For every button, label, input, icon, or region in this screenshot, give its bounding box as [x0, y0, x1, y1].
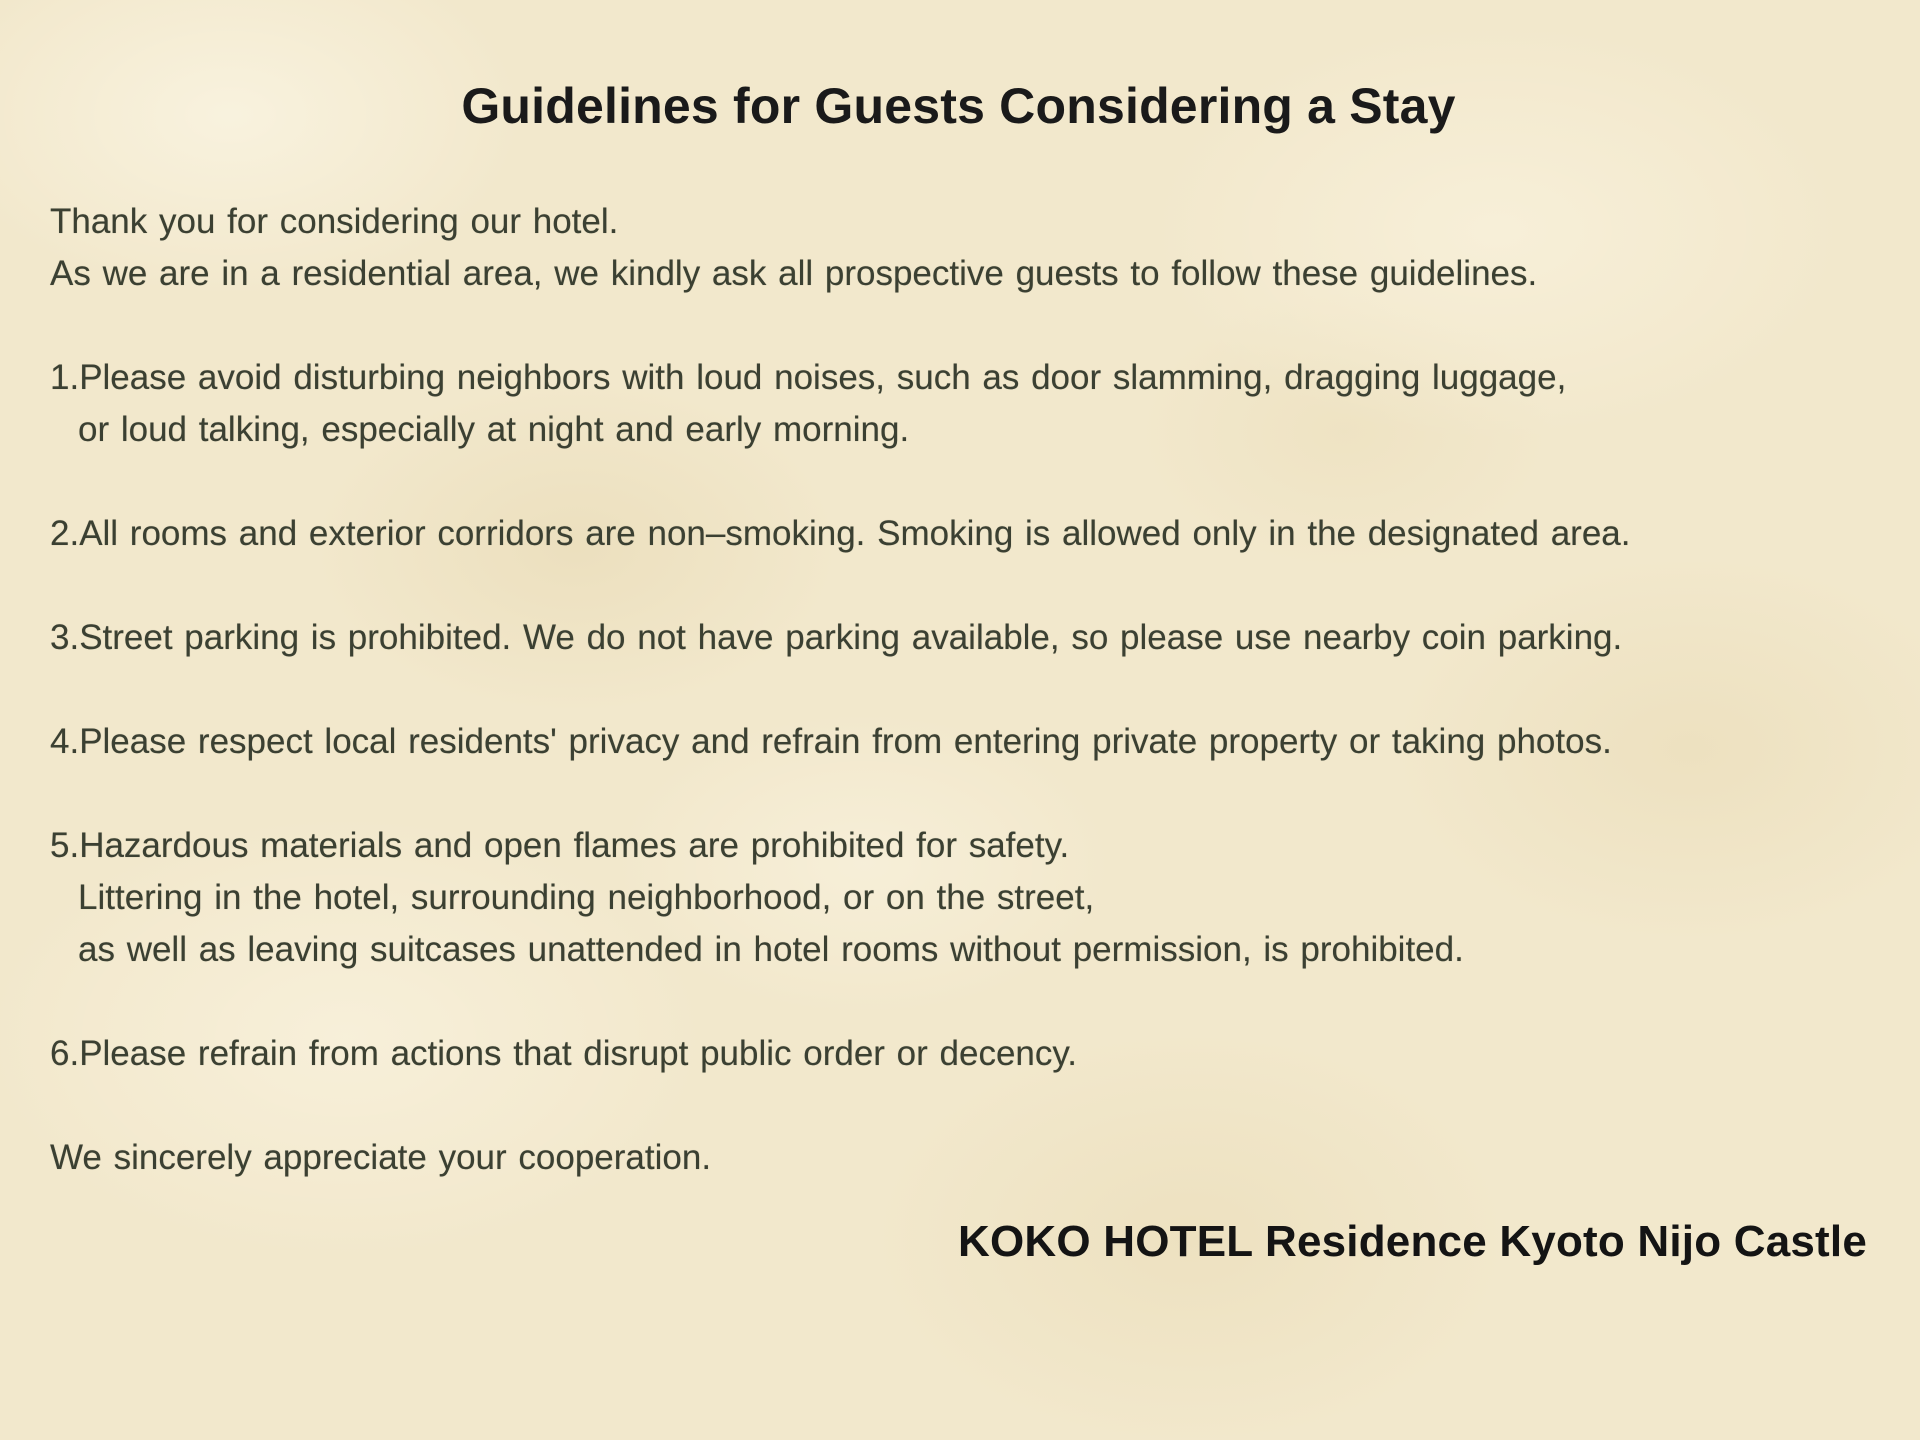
guideline-6-line-1: 6.Please refrain from actions that disrupt public order or decency.	[50, 1034, 1078, 1073]
intro-line-2: As we are in a residential area, we kindly ask all prospective guests to follow these guidelines.	[50, 254, 1538, 293]
guideline-5-line-1: 5.Hazardous materials and open flames are prohibited for safety.	[50, 826, 1070, 865]
guideline-1-line-2: or loud talking, especially at night and early morning.	[78, 410, 910, 449]
document-title: Guidelines for Guests Considering a Stay	[461, 78, 1456, 134]
guideline-4-line-1: 4.Please respect local residents' privacy and refrain from entering private property or taking photos.	[50, 722, 1612, 761]
guideline-5-line-2: Littering in the hotel, surrounding neighborhood, or on the street,	[78, 878, 1095, 917]
intro-paragraph	[50, 196, 1867, 300]
guideline-1-line-1: 1.Please avoid disturbing neighbors with loud noises, such as door slamming, dragging luggage,	[50, 358, 1567, 397]
guideline-3-line-1: 3.Street parking is prohibited. We do not have parking available, so please use nearby coin parking.	[50, 618, 1623, 657]
intro-line-1: Thank you for considering our hotel.	[50, 202, 619, 241]
guideline-item-4	[50, 716, 1867, 768]
guideline-item-6	[50, 1028, 1867, 1080]
guideline-item-1	[50, 352, 1867, 456]
guideline-item-3	[50, 612, 1867, 664]
guideline-item-5	[50, 820, 1867, 976]
guideline-2-line-1: 2.All rooms and exterior corridors are non–smoking. Smoking is allowed only in the designated area.	[50, 514, 1631, 553]
hotel-name-signature: KOKO HOTEL Residence Kyoto Nijo Castle	[958, 1217, 1867, 1266]
guideline-item-2	[50, 508, 1867, 560]
closing-line: We sincerely appreciate your cooperation.	[50, 1138, 712, 1177]
guideline-5-line-3: as well as leaving suitcases unattended in hotel rooms without permission, is prohibited.	[78, 930, 1464, 969]
